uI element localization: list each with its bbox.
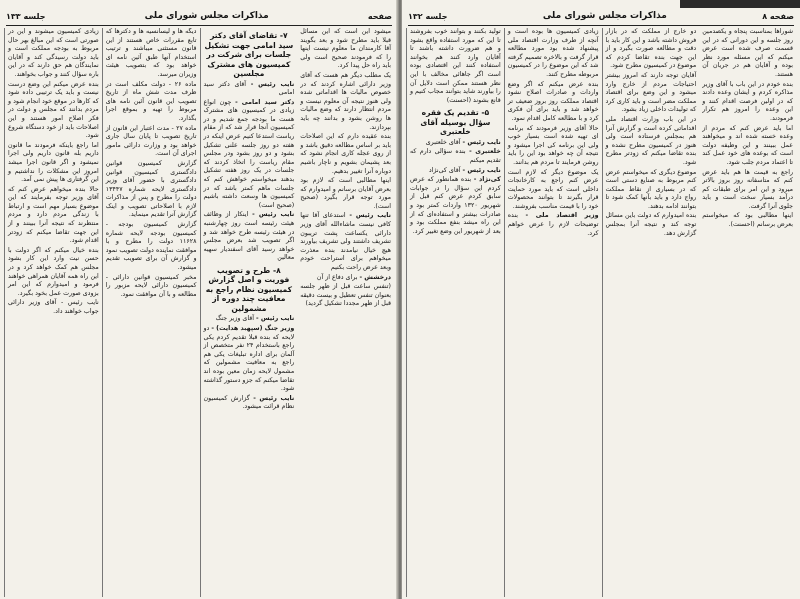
right-page-header [408, 9, 794, 26]
paragraph [508, 81, 599, 124]
paragraph [606, 28, 697, 71]
paragraph [8, 81, 99, 141]
page-number-label: صفحه ۸ [762, 11, 794, 21]
paragraph [8, 28, 99, 80]
paragraph [204, 315, 295, 324]
speaker-name: خلعتبری - [469, 148, 501, 156]
speaker-name: وزیر اقتصاد ملی - [525, 212, 599, 220]
publication-title: مذاکرات مجلس شورای ملی [144, 11, 269, 21]
paragraph-text: بنده سؤالی دارم که تقدیم میکنم [410, 148, 501, 165]
paragraph [702, 125, 793, 168]
speaker-name: درخشش - [359, 273, 391, 281]
paragraph-text: دو خارج از مملکت که در بازار فروش داشته باشد و این کار باید با دقت و مطالعه صورت بگیرد و از این جهت بنده تقاضا کردم که موضوع در کمیسیون مطرح شود. [605, 28, 697, 70]
paragraph-text: در این باب وزارت اقتصاد ملی اقداماتی کرده است و گزارش آنرا هم بمجلس فرستاده است ولی هنوز در کمیسیون مطرح نشده و بنده تقاضا میکنم که زودتر مطرح شود. [605, 115, 697, 166]
speaker-name: نایب رئیس - [256, 315, 295, 323]
speaker-name: نایب رئیس - [462, 166, 501, 174]
paragraph [410, 139, 501, 148]
paragraph-text: بنده عرض میکنم این وضع درست نیست و باید یک ترتیبی داده شود که کارها در موقع خود انجام شود و مردم بدانند که مجلس و دولت در فکر اصلاح امور هستند و این اصلاحات باید از خود دستگاه شروع شود. [8, 80, 99, 140]
paragraph [508, 28, 599, 80]
speaker-name: نایب رئیس - [250, 80, 295, 88]
text-column [200, 28, 298, 597]
speaker-name: نایب رئیس - [462, 138, 501, 146]
paragraph-text: شوراها بمناسبت پنجاه و یکصدمین روز جلسه و این دورانی که در این قسمت صرف شده است عرض میکنم که این مسئله مورد نظر بوده و آقایان هم در جریان آن هستند. [702, 28, 793, 78]
paragraph [300, 212, 391, 272]
paragraph [204, 395, 295, 412]
paragraph-text: چون انواع زیادی در کمیسیون های مشترک هست ما بودجه جمع شدیم و در کمیسیون آنجا قرار شد که از مقام ریاست استدعا کنیم عرض اینکه در هفته دو روز جلسه علنی تشکیل بشود و دو روز بشود ودر مجلس مقام ریاست را اتخاذ کردند که جلسات در یک روز هفته تشکیل بدهند میخواستم خواهش کنم که جلسات ماهم کمتر باشد که در کمیسیون ها وسعت داشته باشیم (صحیح است) [203, 98, 295, 209]
speaker-name: کی‌نژاد - [473, 176, 501, 184]
speaker-name: دکتر سید امامی - [235, 98, 295, 106]
paragraph [702, 169, 793, 212]
text-column [504, 28, 602, 597]
paragraph [8, 299, 99, 316]
text-column [297, 28, 394, 597]
paragraph-text: نایب رئیس - آقای وزیر دارائی جواب خواهند داد. [8, 299, 99, 315]
paragraph [410, 167, 501, 176]
section-heading: ۷- تقاضای آقای دکتر سید امامی جهت تشکیل جلسات برای شرکت در کمیسیون های مشترک مجلسین [204, 31, 294, 78]
paragraph-text: بنده همانطور که عرض کردم این سؤال را در جوابات سابق کردم عرض کنم قبل از شهریور ۱۳۲۰ واردات کمتر بود و صادرات بیشتر و استفاده‌ای که از این راه میشد بنفع مملکت بود و بعد از شهریور این وضع تغییر کرد. [410, 176, 501, 235]
paragraph-text: آقای کی‌نژاد [428, 166, 461, 174]
paragraph [106, 81, 197, 124]
publication-title: مذاکرات مجلس شورای ملی [542, 11, 667, 21]
speaker-name: وزیر جنگ (سپهبد هدایت) - [211, 325, 295, 333]
paragraph [106, 125, 197, 159]
paragraph-text: راجع به قیمت ها هم باید عرض کنم که متاسفانه روز بروز بالاتر میرود و این امر برای طبقات کم درآمد بسیار سخت است و باید جلوی آنرا گرفت. [702, 168, 793, 210]
speaker-name: نایب رئیس - [349, 212, 391, 220]
text-column [4, 28, 102, 597]
paragraph [508, 212, 599, 238]
paragraph [8, 142, 99, 185]
paragraph-text: ماده ۲۶ - دولت مکلف است در ظرف مدت شش ماه از تاریخ تصویب این قانون آئین نامه های مربوط را تهیه و بموقع اجرا بگذارد. [105, 80, 197, 122]
paragraph [204, 211, 295, 263]
paragraph-text: اما باید عرض کنم که مردم از وعده خسته شده اند و میخواهند عمل ببینند و این وظیفه دولت است که بوعده های خود عمل کند تا اعتماد مردم جلب شود. [702, 124, 793, 166]
paragraph-text: آقای وزیر جنگ [215, 315, 255, 323]
session-number: جلسه ۱۳۳ [6, 11, 46, 21]
text-column [602, 28, 700, 597]
paragraph-text: میشود این است که این مسائل قبلا باید مطرح شود و بعد بگویند آقا کارمندان ما معلوم نیست اینها را که فرمودند صحیح است ولی باید راه حل پیدا کرد. [300, 28, 391, 70]
paragraph [410, 148, 501, 165]
paragraph-text: زیادی کمیسیون میشوند و این در صورتی است که این مبالغ بهر حال مربوط به بودجه مملکت است و باید دولت رسیدگی کند و آقایان نمایندگان هم حق دارند که در این باره سؤال کنند و جواب بخواهند. [8, 28, 99, 78]
paragraph-text: دو لایحه که بنده قبلا تقدیم کردم یکی راجع باستخدام ۲۴ نفر متخصص از آلمان برای اداره تبلیغات یکی هم راجع به معافیت مشمولین که مشمول لایحه زمان معین بوده اند تقاضا میکنم که جزو دستور گذاشته شود. [203, 325, 295, 393]
paragraph [204, 325, 295, 394]
speaker-name: نایب رئیس - [252, 211, 295, 219]
paragraph [702, 28, 793, 80]
paragraph-text: اینها مطالبی بود که میخواستم بعرض برسانم (احسنت). [702, 212, 793, 229]
paragraph [410, 28, 501, 105]
paragraph-text: بنده خیال میکنم که اگر دولت با حسن نیت وارد این کار بشود مجلس هم کمک خواهد کرد و در این راه همه آقایان همراهی خواهند فرمود و امیدوارم که این امر بزودی صورت عمل بخود بگیرد. [8, 246, 99, 297]
paragraph [106, 28, 197, 80]
paragraph-text: موضوع دیگری که میخواستم عرض کنم مربوط به صنایع دستی است که در بسیاری از نقاط مملکت رواج دارد و باید بآنها کمک شود تا بتوانند ادامه بدهند. [605, 168, 697, 210]
session-number: جلسه ۱۳۲ [408, 11, 448, 21]
paragraph-text: یک مطلب دیگر هم هست که آقای وزیر دارائی اشاره کردند که در خصوص مالیات ها اقداماتی شده ولی هنوز نتیجه آن معلوم نیست و مردم انتظار دارند که وضع مالیات ها روشن بشود و بدانند چه باید بپردازند. [300, 71, 391, 131]
right-page-columns [406, 28, 796, 597]
paragraph-text: بنده امیدوارم که دولت باین مسائل توجه کند و نتیجه آنرا بمجلس گزارش دهد. [605, 212, 697, 237]
paragraph-text: بنده توضیحات لازم را عرض خواهم کرد. [507, 212, 599, 237]
text-column [699, 28, 796, 597]
paragraph [106, 274, 197, 300]
paragraph [702, 212, 793, 229]
left-page-columns [4, 28, 394, 597]
paragraph [300, 28, 391, 71]
paragraph-text: مخبر کمیسیون قوانین دارائی - کمیسیون دارائی لایحه مزبور را مطالعه و با آن موافقت نمود. [105, 273, 197, 298]
paragraph-text: یک موضوع دیگر که لازم است عرض کنم راجع به کارخانجات داخلی است که باید مورد حمایت قرار بگیرند تا بتوانند محصولات خود را با قیمت مناسب بفروشند. [507, 168, 599, 210]
paragraph-text: حالا آقای وزیر فرمودند که برنامه ای تهیه شده است بسیار خوب ولی این برنامه کی اجرا میشود و نتیجه آن چه خواهد بود این را باید روشن فرمایند تا مردم هم بدانند. [507, 124, 599, 166]
paragraph [300, 133, 391, 176]
paragraph [606, 116, 697, 168]
left-page [0, 0, 398, 599]
paragraph-text: گزارش کمیسیون بودجه - کمیسیون بودجه لایحه شماره ۱۱۶۲۸ دولت را مطرح و با موافقت نماینده دولت تصویب نمود و گزارش آن برای تصویب تقدیم میشود. [105, 221, 197, 272]
paragraph-text: حالا بنده میخواهم عرض کنم که آقای وزیر توجه بفرمایند که این موضوع بسیار مهم است و ارتباط با زندگی مردم دارد و مردم منتظرند که نتیجه آنرا ببینند و از این جهت تقاضا میکنم که زودتر اقدام شود. [8, 185, 99, 245]
paragraph [508, 125, 599, 168]
paragraph-text: گزارش کمیسیون قوانین دادگستری کمیسیون قوانین دادگستری با حضور آقای وزیر دادگستری لایحه شماره ۱۳۴۴۷ دولت را مطرح و پس از مذاکرات لازم با اصلاحاتی تصویب و اینک گزارش آنرا تقدیم مینماید. [105, 159, 197, 219]
paragraph [106, 160, 197, 220]
paragraph-text: گزارش کمیسیون نظام قرائت میشود. [203, 394, 295, 411]
paragraph [204, 99, 295, 211]
paragraph-text: بنده عقیده دارم که این اصلاحات باید بر اساس مطالعه دقیق باشد و از روی عجله کاری انجام نشود که بعد پشیمان بشویم و ناچار باشیم دوباره آنرا تغییر بدهیم. [300, 133, 391, 175]
section-heading: ۵- تقدیم یک فقره سؤال بوسیله آقای خلعتبری [420, 108, 491, 137]
paragraph [702, 81, 793, 124]
paragraph-text: اینکار از وظائف هیئت رئیسه است روز چهارشنبه در هیئت رئیسه طرح خواهد شد و اگر تصویب شد بعرض مجلس خواهد رسید آقای اسفندیار سهیه معالین [203, 211, 295, 262]
paragraph-text: آقایان توجه دارند که امروز بیشتر احتیاجات مردم از خارج وارد میشود و این وضع برای اقتصاد مملکت مضر است و باید کاری کرد که تولیدات داخلی زیاد بشود. [605, 71, 697, 114]
scan-shadow-band [680, 0, 800, 8]
paragraph [204, 81, 295, 98]
left-page-header [6, 9, 392, 26]
paragraph [106, 221, 197, 273]
paragraph [300, 274, 391, 283]
section-heading: ۸- طرح و تصویب فوریت و اصل گزارش کمیسیون نظام راجع به معافیت چند دوره از مشمولین [205, 265, 293, 313]
paragraph-text: استدعای آقا تنها کافی نیست ماشاءالله آقای وزیر دارائی یکساعت پشت تریبون تشریف داشتند ولی تشریف بیاورند هیچ خیال نیامدند بنده معذرت میخواهم برای استراحت خودم وبعد عرض راحت بکنیم [300, 212, 391, 272]
paragraph-text: زیادی کمیسیون ها بوده است و آنچه از طرف وزارت اقتصاد ملی پیشنهاد شده بود مورد مطالعه قرار گرفت و بالاخره تصمیم گرفته شد که این موضوع را در کمیسیون مربوطه مطرح کنند. [507, 28, 599, 78]
text-column [102, 28, 200, 597]
paragraph-text: ماده ۲۷ - مدت اعتبار این قانون از تاریخ تصویب تا پایان سال جاری خواهد بود و وزارت دارائی مامور اجرای آن است. [105, 124, 197, 158]
paragraph-text: برای دفاع از آن [316, 273, 358, 281]
paragraph [300, 283, 391, 309]
paragraph [8, 186, 99, 246]
paragraph-text: آقای خلعتبری [425, 138, 461, 146]
paragraph [300, 177, 391, 211]
paragraph-text: (تنفس ساعت قبل از ظهر جلسه بعنوان تنفس تعطیل و بیست دقیقه قبل از ظهر مجددا تشکیل گردید) [300, 283, 391, 308]
paragraph [410, 176, 501, 236]
page-number-label: صفحه [367, 11, 392, 21]
paragraph-text: اینها مطالبی است که لازم بود بعرض آقایان برسانم و امیدوارم که مورد توجه قرار بگیرد (صحیح است). [300, 177, 391, 210]
paragraph-text: بنده خودم در این باب با آقای وزیر مذاکره کردم و ایشان وعده دادند که در اولین فرصت اقدام کنند و این وعده را امروز هم تکرار فرمودند. [702, 80, 793, 122]
paragraph-text: آقای دکتر سید امامی [203, 80, 295, 97]
right-page [402, 0, 800, 599]
paragraph [606, 72, 697, 115]
paragraph [508, 169, 599, 212]
paragraph [606, 169, 697, 212]
paragraph-text: دیگه ها و لیسانسیه ها و دکترها که تابع مقررات خاص هستند از این قانون مستثنی میباشند و ترتیب استخدام آنها طبق آئین نامه ای خواهد بود که بتصویب هیئت وزیران میرسد. [105, 28, 197, 78]
paragraph [300, 72, 391, 132]
speaker-name: نایب رئیس - [253, 394, 295, 402]
paragraph [8, 247, 99, 299]
paragraph-text: تولید بکنند و بتوانند خوب بفروشند تا این که مورد استفاده واقع بشود و هم ضرورت داشته باشند تا آقایان وارد کنند هم بخوانند استفاده کنند این اقتصادی بوده است اگر جاهائی مخالف با این نظر هستند ممکن است دلایل آن را بیاورند شاید بتوانند مجاب کنیم و قانع بشوند (احسنت) [410, 28, 501, 104]
text-column [406, 28, 504, 597]
paragraph [606, 212, 697, 238]
paragraph-text: اما راجع باینکه فرمودند ما قانون داریم بله قانون داریم ولی اجرا نمیشود و اگر قانون اجرا میشد امروز این مشکلات را نداشتیم و این گرفتاری ها پیش نمی آمد. [8, 141, 99, 184]
paragraph-text: بنده عرض میکنم که اگر وضع واردات و صادرات اصلاح نشود اقتصاد مملکت روز بروز ضعیف تر خواهد شد و باید برای آن فکری کرد و با مطالعه کامل اقدام نمود. [507, 80, 599, 122]
